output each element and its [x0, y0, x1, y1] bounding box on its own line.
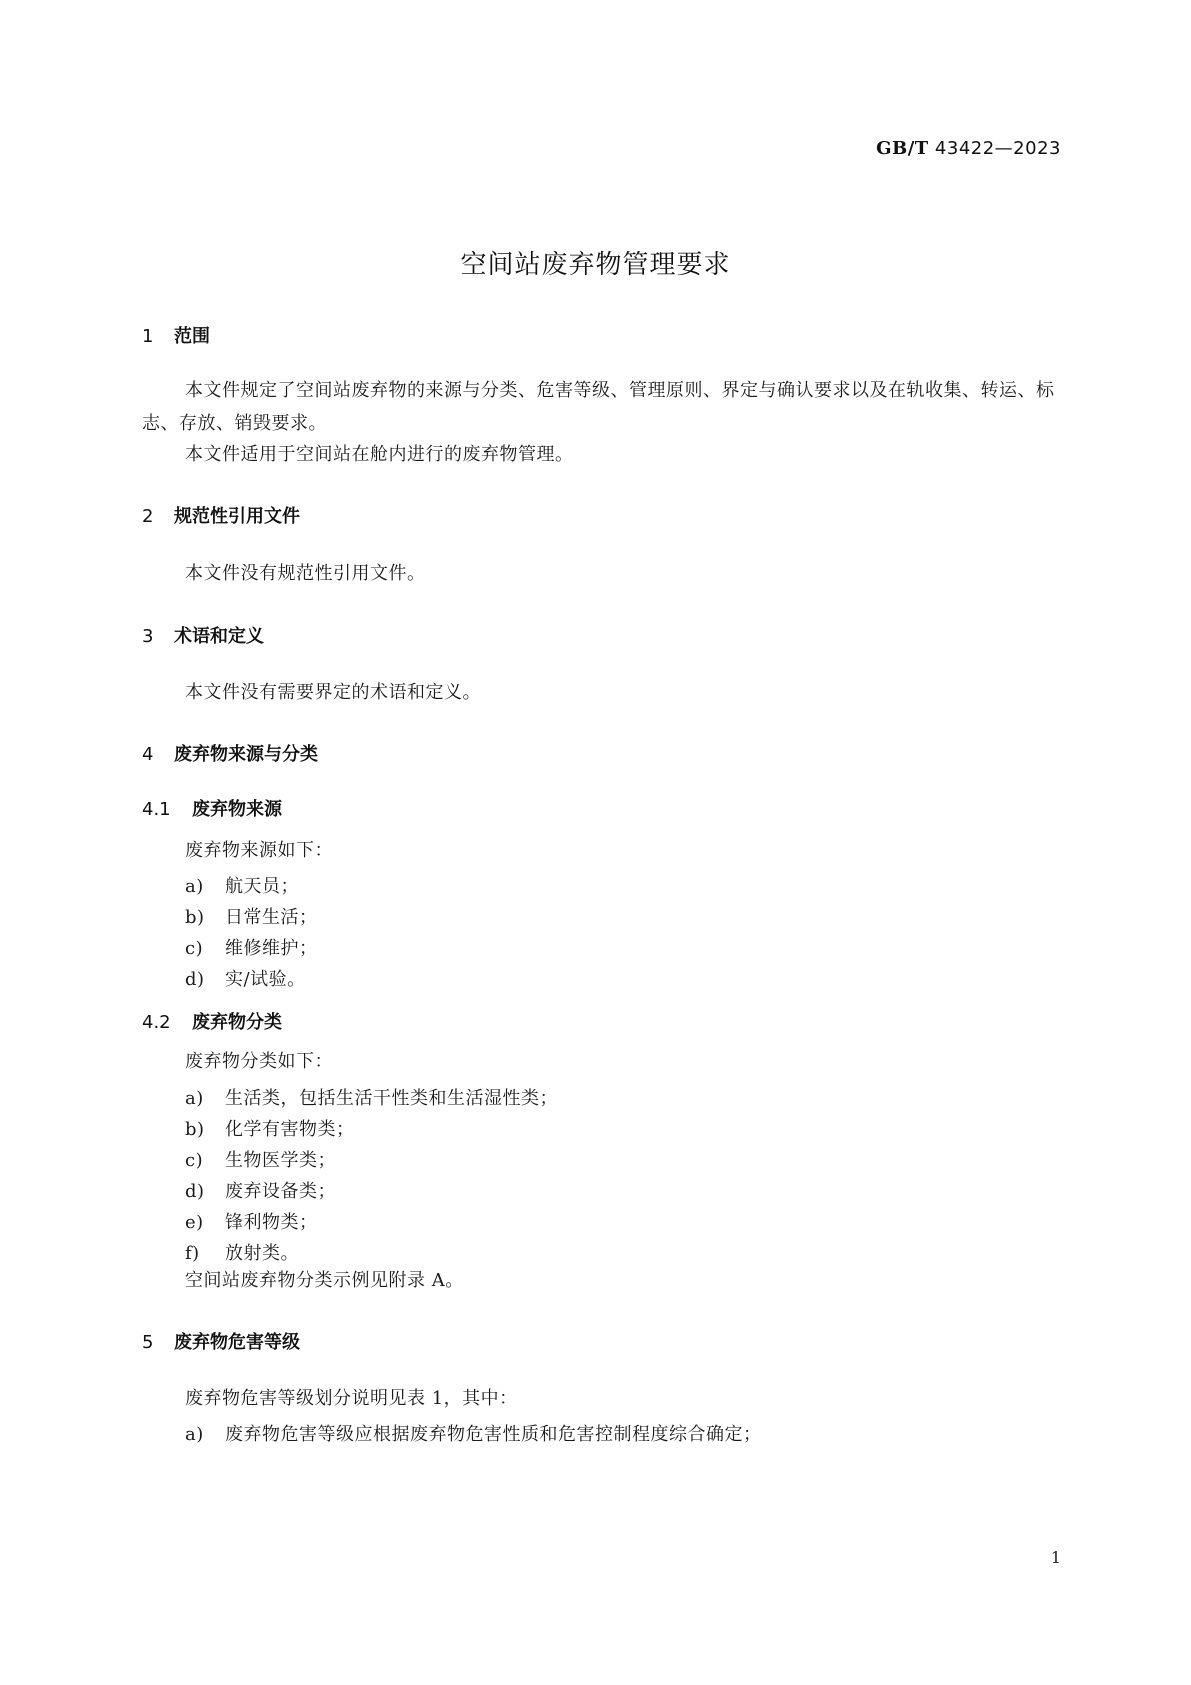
list-item	[185, 1115, 1065, 1141]
list-item-label: d)	[185, 969, 205, 990]
standard-code-number: 43422—2023	[934, 138, 1061, 159]
list-item-label: c)	[185, 938, 204, 959]
list-item-text: 化学有害物类；	[225, 1119, 355, 1140]
page-number: 1	[1050, 1548, 1061, 1567]
section-title: 规范性引用文件	[174, 506, 300, 527]
subsection-number: 4.2	[142, 1012, 171, 1033]
list-item-text: 日常生活；	[225, 907, 318, 928]
list-item-text: 维修维护；	[225, 938, 318, 959]
list-item-text: 生活类，包括生活干性类和生活湿性类；	[225, 1088, 558, 1109]
section-4-2-note: 空间站废弃物分类示例见附录 A。	[185, 1270, 464, 1291]
standard-code-prefix: GB/T	[876, 138, 929, 159]
list-item-label: e)	[185, 1212, 204, 1233]
section-4-1-intro: 废弃物来源如下：	[185, 840, 333, 861]
section-number: 2	[142, 506, 154, 527]
section-number: 4	[142, 744, 154, 765]
list-item-label: b)	[185, 1119, 205, 1140]
section-title: 废弃物危害等级	[174, 1332, 300, 1353]
section-1-paragraph-2: 本文件适用于空间站在舱内进行的废弃物管理。	[185, 444, 574, 465]
list-item-text: 放射类。	[225, 1243, 299, 1264]
section-title: 术语和定义	[174, 626, 264, 647]
section-number: 5	[142, 1332, 154, 1353]
list-item-label: a)	[185, 1088, 204, 1109]
section-2-heading	[142, 502, 300, 528]
subsection-title: 废弃物分类	[192, 1012, 282, 1033]
list-item-text: 实/试验。	[225, 969, 306, 990]
section-4-2-heading	[142, 1008, 282, 1034]
list-item-text: 生物医学类；	[225, 1150, 336, 1171]
list-item	[185, 1146, 1065, 1172]
list-item	[185, 934, 1065, 960]
list-item-label: d)	[185, 1181, 205, 1202]
section-4-2-intro: 废弃物分类如下：	[185, 1051, 333, 1072]
list-item-text: 锋利物类；	[225, 1212, 318, 1233]
section-4-1-heading	[142, 795, 282, 821]
section-title: 范围	[174, 326, 210, 347]
list-item-text: 废弃设备类；	[225, 1181, 336, 1202]
section-5-intro: 废弃物危害等级划分说明见表 1，其中：	[185, 1388, 518, 1409]
list-item	[185, 903, 1065, 929]
list-item-label: c)	[185, 1150, 204, 1171]
standard-code	[876, 138, 1061, 159]
list-item-label: a)	[185, 1424, 204, 1445]
list-item	[185, 1239, 1065, 1265]
list-item	[185, 1177, 1065, 1203]
list-item-text: 废弃物危害等级应根据废弃物危害性质和危害控制程度综合确定；	[225, 1424, 762, 1445]
list-item	[185, 1208, 1065, 1234]
list-item-text: 航天员；	[225, 876, 299, 897]
list-item	[185, 1420, 1065, 1446]
section-number: 1	[142, 326, 154, 347]
section-5-heading	[142, 1328, 300, 1354]
section-3-paragraph-1: 本文件没有需要界定的术语和定义。	[185, 682, 481, 703]
list-item-label: a)	[185, 876, 204, 897]
section-1-paragraph-1: 本文件规定了空间站废弃物的来源与分类、危害等级、管理原则、界定与确认要求以及在轨收集、转运、标志、存放、销毁要求。	[142, 380, 1055, 434]
subsection-title: 废弃物来源	[192, 799, 282, 820]
section-1-heading	[142, 322, 210, 348]
section-2-paragraph-1: 本文件没有规范性引用文件。	[185, 563, 426, 584]
section-3-heading	[142, 622, 264, 648]
section-title: 废弃物来源与分类	[174, 744, 318, 765]
subsection-number: 4.1	[142, 799, 171, 820]
list-item	[185, 965, 1065, 991]
list-item-label: f)	[185, 1243, 200, 1264]
list-item	[185, 1084, 1065, 1110]
list-item-label: b)	[185, 907, 205, 928]
section-4-heading	[142, 740, 318, 766]
section-number: 3	[142, 626, 154, 647]
list-item	[185, 872, 1065, 898]
document-title: 空间站废弃物管理要求	[460, 250, 731, 280]
